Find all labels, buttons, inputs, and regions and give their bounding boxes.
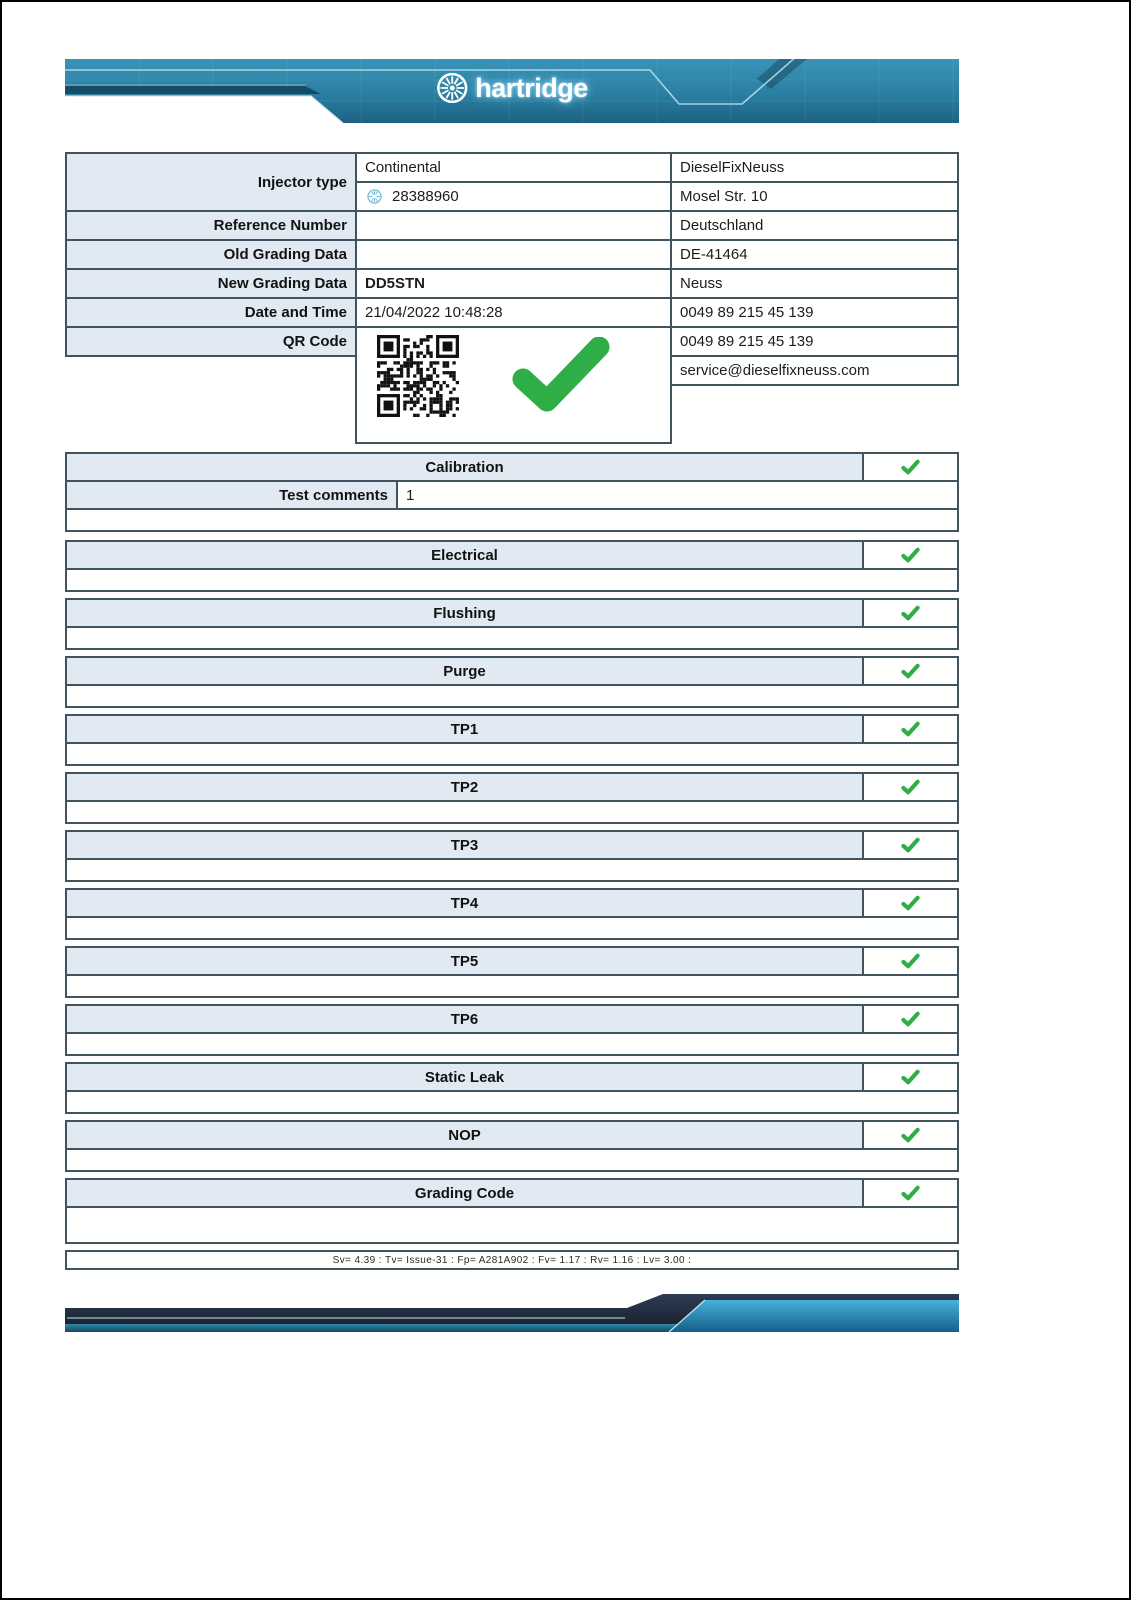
address-line <box>672 154 957 183</box>
section-nop <box>65 1120 959 1172</box>
section-title <box>67 948 864 974</box>
footer-banner-art <box>65 1294 959 1334</box>
section-title-text: Calibration <box>425 458 504 476</box>
status-cell <box>864 774 957 800</box>
status-cell <box>864 716 957 742</box>
datetime-label <box>67 299 355 328</box>
datetime-label-text: Date and Time <box>244 304 347 321</box>
check-icon <box>901 721 920 737</box>
section-title-text: TP1 <box>450 720 479 738</box>
injector-type-label <box>67 154 355 212</box>
section-spacer <box>67 628 957 648</box>
qr-verified-check-icon <box>511 337 611 413</box>
info-values-column <box>355 152 672 444</box>
check-icon <box>901 837 920 853</box>
section-header <box>67 600 957 628</box>
status-cell <box>864 454 957 480</box>
section-header <box>67 1006 957 1034</box>
section-spacer <box>67 1034 957 1054</box>
status-cell <box>864 1006 957 1032</box>
address-line <box>672 241 957 270</box>
section-spacer <box>67 1208 957 1242</box>
section-title <box>67 600 864 626</box>
section-spacer <box>67 1150 957 1170</box>
section-spacer <box>67 802 957 822</box>
check-icon <box>901 895 920 911</box>
injector-part-value <box>357 183 670 212</box>
check-icon <box>901 953 920 969</box>
reference-number-label <box>67 212 355 241</box>
qr-code <box>377 335 459 417</box>
address-text: Mosel Str. 10 <box>680 188 768 205</box>
section-spacer <box>67 976 957 996</box>
section-purge <box>65 656 959 708</box>
reference-number-label-text: Reference Number <box>213 217 347 234</box>
address-line <box>672 212 957 241</box>
qr-cell <box>357 328 670 442</box>
section-header <box>67 890 957 918</box>
section-header <box>67 1064 957 1092</box>
section-header <box>67 542 957 570</box>
wheel-icon <box>367 189 382 204</box>
section-title <box>67 774 864 800</box>
section-electrical <box>65 540 959 592</box>
status-cell <box>864 1122 957 1148</box>
status-cell <box>864 890 957 916</box>
section-spacer <box>67 860 957 880</box>
reference-number-value <box>357 212 670 241</box>
status-cell <box>864 600 957 626</box>
section-title-text: NOP <box>448 1126 481 1144</box>
check-icon <box>901 779 920 795</box>
address-text: DieselFixNeuss <box>680 159 785 176</box>
section-tp1 <box>65 714 959 766</box>
qr-code-label <box>67 328 355 355</box>
check-icon <box>901 547 920 563</box>
section-title-text: TP3 <box>450 836 479 854</box>
section-title <box>67 890 864 916</box>
section-title-text: TP2 <box>450 778 479 796</box>
status-cell <box>864 658 957 684</box>
test-comments-label <box>67 482 398 508</box>
section-flushing <box>65 598 959 650</box>
section-title-text: TP5 <box>450 952 479 970</box>
section-spacer <box>67 918 957 938</box>
qr-code-label-text: QR Code <box>282 333 347 350</box>
section-title-text: Grading Code <box>414 1184 515 1202</box>
section-title-text: Static Leak <box>424 1068 505 1086</box>
old-grading-label <box>67 241 355 270</box>
section-title <box>67 542 864 568</box>
section-header <box>67 1180 957 1208</box>
check-icon <box>901 1127 920 1143</box>
email-text: service@dieselfixneuss.com <box>680 362 870 379</box>
injector-make-text: Continental <box>365 159 441 176</box>
section-title <box>67 1180 864 1206</box>
section-tp3 <box>65 830 959 882</box>
info-labels-column <box>65 152 357 357</box>
section-header <box>67 454 957 482</box>
section-grading-code <box>65 1178 959 1244</box>
section-spacer <box>67 510 957 530</box>
section-static-leak <box>65 1062 959 1114</box>
status-cell <box>864 948 957 974</box>
section-title <box>67 1122 864 1148</box>
section-tp5 <box>65 946 959 998</box>
injector-part-text: 28388960 <box>392 188 459 205</box>
section-calibration <box>65 452 959 532</box>
datetime-text: 21/04/2022 10:48:28 <box>365 304 503 321</box>
section-title <box>67 716 864 742</box>
status-cell <box>864 1180 957 1206</box>
section-spacer <box>67 570 957 590</box>
check-icon <box>901 663 920 679</box>
section-header <box>67 658 957 686</box>
section-title <box>67 832 864 858</box>
address-text: DE-41464 <box>680 246 748 263</box>
section-header <box>67 832 957 860</box>
new-grading-label <box>67 270 355 299</box>
section-spacer <box>67 1092 957 1112</box>
new-grading-value <box>357 270 670 299</box>
address-email <box>672 357 957 384</box>
section-spacer <box>67 686 957 706</box>
address-line <box>672 183 957 212</box>
test-comments-value <box>398 482 957 508</box>
section-title-text: Electrical <box>431 546 498 564</box>
section-tp6 <box>65 1004 959 1056</box>
contact-address-column <box>670 152 959 386</box>
section-spacer <box>67 744 957 764</box>
injector-make-value <box>357 154 670 183</box>
old-grading-label-text: Old Grading Data <box>223 246 347 263</box>
status-cell <box>864 832 957 858</box>
test-comments-label-text: Test comments <box>279 486 388 504</box>
address-text: Neuss <box>680 275 723 292</box>
check-icon <box>901 1069 920 1085</box>
section-tp4 <box>65 888 959 940</box>
brand-logo <box>436 72 588 104</box>
footer-banner <box>65 1294 959 1334</box>
address-text: Deutschland <box>680 217 764 234</box>
test-comments-row <box>67 482 957 510</box>
check-icon <box>901 459 920 475</box>
old-grading-value <box>357 241 670 270</box>
address-line <box>672 270 957 299</box>
new-grading-text: DD5STN <box>365 275 426 292</box>
injector-type-label-text: Injector type <box>257 173 347 191</box>
section-title <box>67 454 864 480</box>
wheel-icon <box>436 72 468 104</box>
status-cell <box>864 1064 957 1090</box>
section-title-text: TP4 <box>450 894 479 912</box>
section-title-text: TP6 <box>450 1010 479 1028</box>
datetime-value <box>357 299 670 328</box>
section-title <box>67 1006 864 1032</box>
check-icon <box>901 605 920 621</box>
section-title <box>67 658 864 684</box>
header-banner <box>65 59 959 123</box>
phone-text: 0049 89 215 45 139 <box>680 333 814 350</box>
status-cell <box>864 542 957 568</box>
section-header <box>67 1122 957 1150</box>
section-header <box>67 948 957 976</box>
section-header <box>67 716 957 744</box>
section-title-text: Flushing <box>433 604 496 622</box>
phone-text: 0049 89 215 45 139 <box>680 304 814 321</box>
section-title-text: Purge <box>443 662 486 680</box>
check-icon <box>901 1185 920 1201</box>
check-icon <box>901 1011 920 1027</box>
section-title <box>67 1064 864 1090</box>
new-grading-label-text: New Grading Data <box>217 275 347 292</box>
version-info-text: Sv= 4.39 : Tv= Issue-31 : Fp= A281A902 : Fv= 1.17 : Rv= 1.16 : Lv= 3.00 : <box>332 1254 692 1266</box>
test-comments-value-text: 1 <box>406 486 415 504</box>
brand-logo-text: hartridge <box>475 72 588 103</box>
address-phone <box>672 299 957 328</box>
section-header <box>67 774 957 802</box>
version-info <box>65 1250 959 1270</box>
section-tp2 <box>65 772 959 824</box>
address-phone <box>672 328 957 357</box>
